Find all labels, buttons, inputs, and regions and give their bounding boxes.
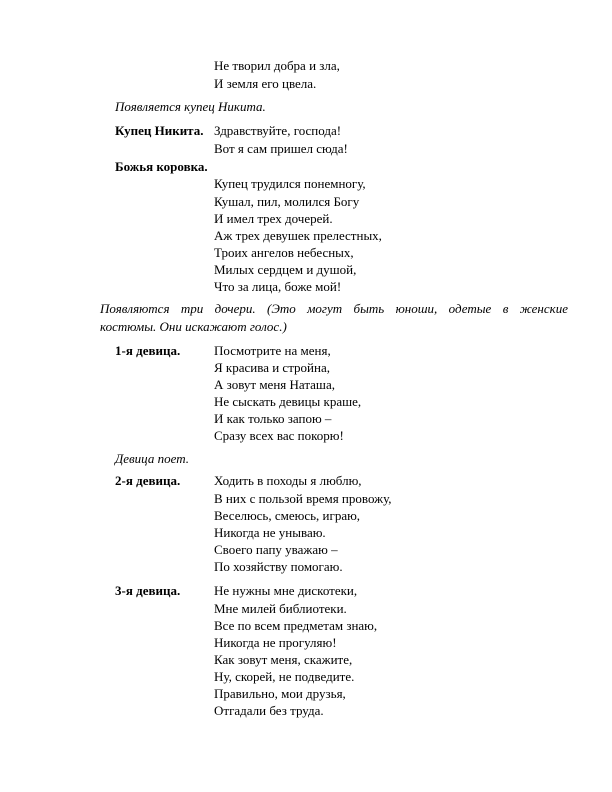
verse-line: Не нужны мне дискотеки, bbox=[214, 583, 358, 598]
verse-line: Я красива и стройна, bbox=[214, 360, 330, 375]
speaker-name: 3-я девица. bbox=[115, 583, 181, 598]
verse-line: Веселюсь, смеюсь, играю, bbox=[214, 508, 361, 523]
verse-line: Никогда не прогуляю! bbox=[214, 635, 337, 650]
verse-line: Троих ангелов небесных, bbox=[214, 245, 354, 260]
verse-line: Мне милей библиотеки. bbox=[214, 601, 347, 616]
verse-line: А зовут меня Наташа, bbox=[214, 377, 335, 392]
verse-line: Отгадали без труда. bbox=[214, 703, 324, 718]
verse-line: И как только запою – bbox=[214, 411, 332, 426]
speaker-name: Божья коровка. bbox=[115, 159, 208, 174]
verse-line: Как зовут меня, скажите, bbox=[214, 652, 353, 667]
verse-line: Вот я сам пришел сюда! bbox=[214, 141, 348, 156]
stage-direction-line: Появляются три дочери. (Это могут быть юноши, одетые в женские bbox=[100, 301, 568, 316]
verse-line: Не сыскать девицы краше, bbox=[214, 394, 362, 409]
verse-line: По хозяйству помогаю. bbox=[214, 559, 343, 574]
verse-line: Не творил добра и зла, bbox=[214, 58, 340, 73]
verse-line: Сразу всех вас покорю! bbox=[214, 428, 344, 443]
verse-line: Правильно, мои друзья, bbox=[214, 686, 346, 701]
verse-line: Своего папу уважаю – bbox=[214, 542, 338, 557]
verse-line: Что за лица, боже мой! bbox=[214, 279, 342, 294]
verse-line: Аж трех девушек прелестных, bbox=[214, 228, 382, 243]
verse-line: Ходить в походы я люблю, bbox=[214, 473, 362, 488]
verse-line: В них с пользой время провожу, bbox=[214, 491, 392, 506]
verse-line: И имел трех дочерей. bbox=[214, 211, 333, 226]
verse-line: Милых сердцем и душой, bbox=[214, 262, 357, 277]
verse-line: Здравствуйте, господа! bbox=[214, 123, 342, 138]
stage-direction: Девица поет. bbox=[115, 451, 189, 466]
verse-line: Посмотрите на меня, bbox=[214, 343, 331, 358]
verse-line: И земля его цвела. bbox=[214, 76, 317, 91]
verse-line: Ну, скорей, не подведите. bbox=[214, 669, 355, 684]
stage-direction: Появляется купец Никита. bbox=[115, 99, 266, 114]
verse-line: Купец трудился понемногу, bbox=[214, 176, 366, 191]
stage-direction-line: костюмы. Они искажают голос.) bbox=[100, 319, 287, 334]
speaker-name: 1-я девица. bbox=[115, 343, 181, 358]
speaker-name: 2-я девица. bbox=[115, 473, 181, 488]
verse-line: Никогда не унываю. bbox=[214, 525, 326, 540]
verse-line: Кушал, пил, молился Богу bbox=[214, 194, 360, 209]
verse-line: Все по всем предметам знаю, bbox=[214, 618, 378, 633]
stage-direction-paragraph bbox=[100, 300, 568, 336]
speaker-name: Купец Никита. bbox=[115, 123, 204, 138]
